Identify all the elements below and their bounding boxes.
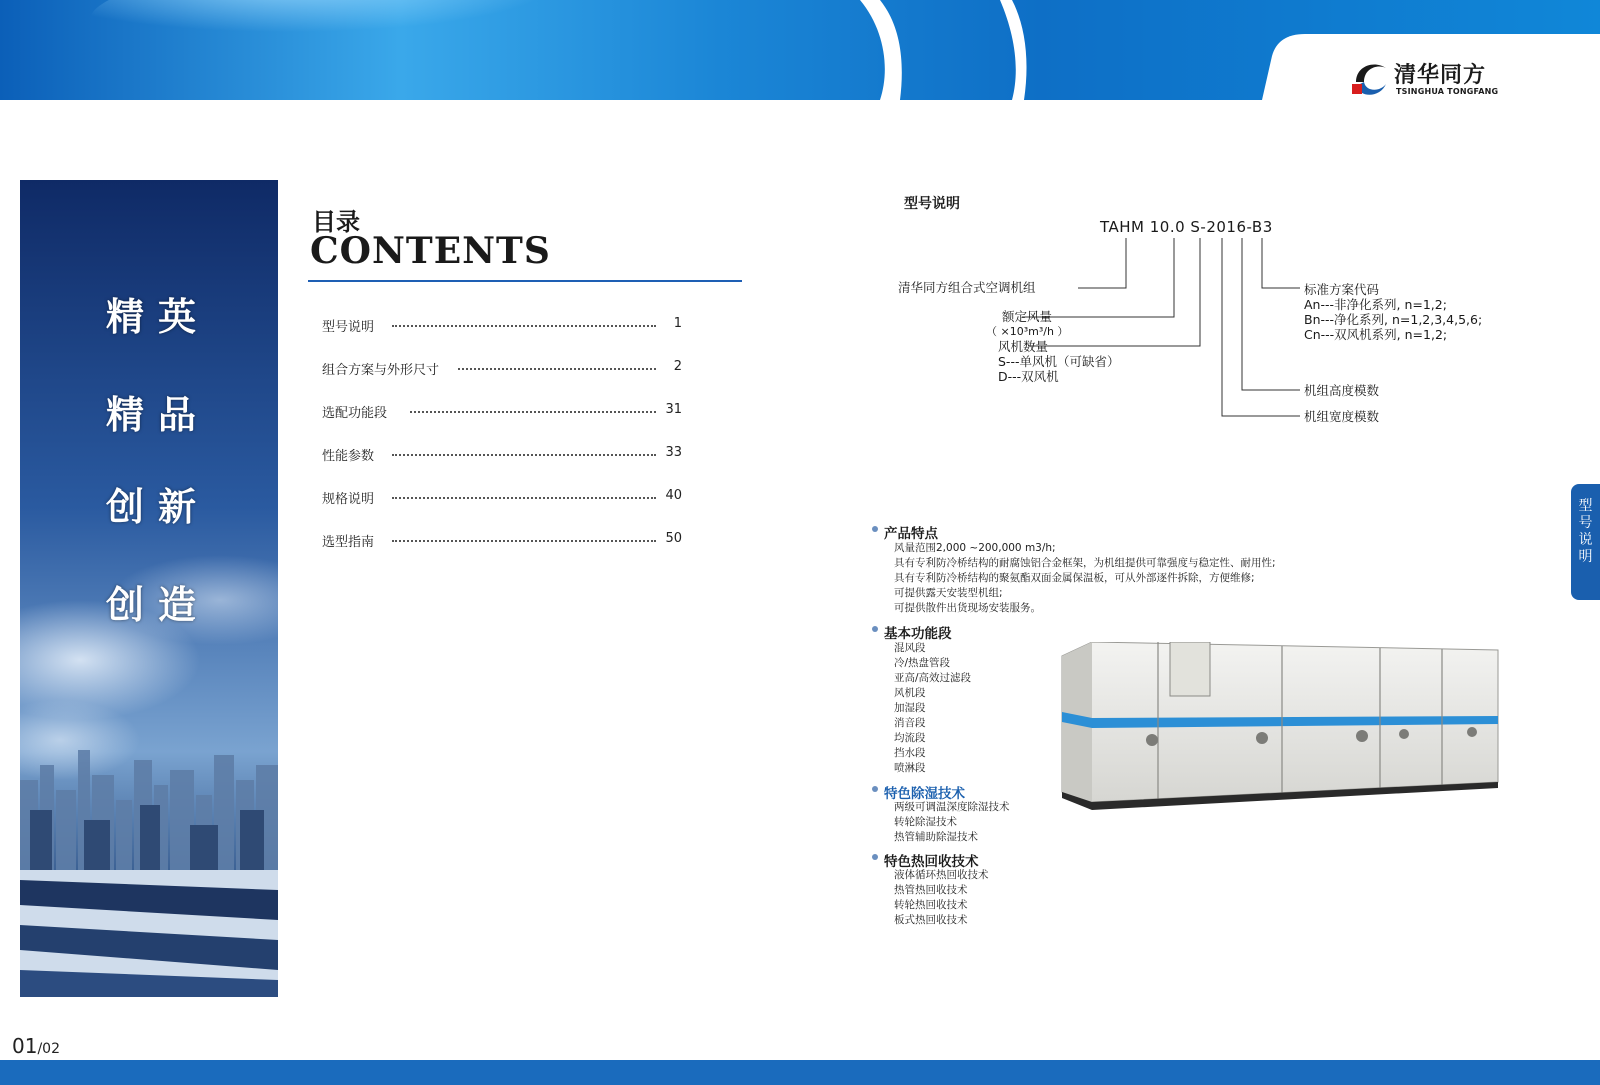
bullet-icon xyxy=(872,854,878,860)
product-feature-line: 风量范围2,000 ~200,000 m3/h; xyxy=(894,542,1056,554)
basic-section-line: 冷/热盘管段 xyxy=(894,657,951,669)
model-code: TAHM 10.0 S-2016-B3 xyxy=(1100,218,1273,236)
basic-section-line: 均流段 xyxy=(894,732,926,744)
dehumid-line: 转轮除湿技术 xyxy=(894,816,957,828)
dehumid-title: 特色除湿技术 xyxy=(884,786,965,802)
side-tab-model[interactable] xyxy=(1571,484,1600,600)
brand-name-en: TSINGHUA TONGFANG xyxy=(1396,87,1499,96)
label-scheme-bn: Bn---净化系列, n=1,2,3,4,5,6; xyxy=(1304,312,1483,327)
label-unit-name: 清华同方组合式空调机组 xyxy=(898,280,1036,295)
slogan-line-2: 精品 xyxy=(106,392,211,437)
toc-item-page: 31 xyxy=(660,402,682,417)
toc-item[interactable] xyxy=(322,445,682,465)
heat-recovery-line: 转轮热回收技术 xyxy=(894,899,968,911)
dehumid-line: 两级可调温深度除湿技术 xyxy=(894,801,1010,813)
toc-item[interactable] xyxy=(322,488,682,508)
basic-section-line: 喷淋段 xyxy=(894,762,926,774)
heat-recovery-line: 热管热回收技术 xyxy=(894,884,968,896)
heat-recovery-title: 特色热回收技术 xyxy=(884,854,979,870)
toc-item[interactable] xyxy=(322,402,682,422)
slogan-line-3: 创新 xyxy=(106,484,211,529)
bullet-icon xyxy=(872,626,878,632)
air-handling-unit-image xyxy=(1058,642,1508,822)
label-height-module: 机组高度模数 xyxy=(1304,383,1380,398)
slogan-line-1: 精英 xyxy=(106,294,211,339)
ahu-illustration xyxy=(1058,642,1508,822)
brand-name-cn: 清华同方 xyxy=(1394,63,1487,88)
toc-item-label: 组合方案与外形尺寸 xyxy=(322,359,445,378)
toc-item-label: 选型指南 xyxy=(322,531,380,550)
toc-item-page: 2 xyxy=(660,359,682,374)
toc-leader-dots xyxy=(392,454,656,456)
label-airflow-unit: （ ×10³m³/h ） xyxy=(986,325,1069,338)
contents-divider xyxy=(308,280,742,282)
toc-item-page: 33 xyxy=(660,445,682,460)
basic-sections-title: 基本功能段 xyxy=(884,626,952,642)
slogan-line-4: 创造 xyxy=(106,582,211,627)
label-fan-double: D---双风机 xyxy=(998,369,1059,384)
left-image-panel xyxy=(20,180,278,997)
label-fan-count: 风机数量 xyxy=(998,339,1049,354)
label-scheme-cn: Cn---双风机系列, n=1,2; xyxy=(1304,327,1448,342)
bullet-icon xyxy=(872,786,878,792)
toc-leader-dots xyxy=(392,325,656,327)
heat-recovery-heading xyxy=(884,850,979,870)
product-feature-line: 可提供散件出货现场安装服务。 xyxy=(894,602,1041,614)
product-feature-line: 具有专利防冷桥结构的聚氨酯双面金属保温板，可从外部逐件拆除，方便维修; xyxy=(894,572,1255,584)
toc-item-page: 50 xyxy=(660,531,682,546)
label-scheme-code: 标准方案代码 xyxy=(1304,282,1380,297)
side-tab-label: 型号说明 xyxy=(1578,498,1593,565)
toc-leader-dots xyxy=(392,497,656,499)
dehumid-line: 热管辅助除湿技术 xyxy=(894,831,978,843)
contents-title-en: CONTENTS xyxy=(310,230,551,272)
basic-section-line: 混风段 xyxy=(894,642,926,654)
toc-leader-dots xyxy=(392,540,656,542)
model-code-diagram xyxy=(880,230,1540,430)
toc-item-page: 1 xyxy=(660,316,682,331)
toc-item-page: 40 xyxy=(660,488,682,503)
label-width-module: 机组宽度模数 xyxy=(1304,409,1380,424)
toc-item[interactable] xyxy=(322,531,682,551)
toc-item-label: 规格说明 xyxy=(322,488,380,507)
toc-item[interactable] xyxy=(322,359,682,379)
toc-leader-dots xyxy=(458,368,656,370)
product-features-heading xyxy=(884,522,938,542)
basic-section-line: 风机段 xyxy=(894,687,926,699)
model-heading: 型号说明 xyxy=(904,196,960,212)
toc-leader-dots xyxy=(410,411,656,413)
toc-item-label: 型号说明 xyxy=(322,316,380,335)
brand-logo xyxy=(1350,56,1510,100)
label-scheme-an: An---非净化系列, n=1,2; xyxy=(1304,297,1447,312)
dehumid-heading xyxy=(884,782,965,802)
toc-item[interactable] xyxy=(322,316,682,336)
product-feature-line: 可提供露天安装型机组; xyxy=(894,587,1003,599)
contents-title-cn: 目录 xyxy=(312,208,360,236)
toc-item-label: 选配功能段 xyxy=(322,402,393,421)
basic-section-line: 消音段 xyxy=(894,717,926,729)
basic-sections-heading xyxy=(884,622,952,642)
page-number-next: /02 xyxy=(37,1041,60,1057)
heat-recovery-line: 板式热回收技术 xyxy=(894,914,968,926)
page-number xyxy=(12,1034,60,1058)
bullet-icon xyxy=(872,526,878,532)
product-features-title: 产品特点 xyxy=(884,526,938,542)
product-feature-line: 具有专利防冷桥结构的耐腐蚀铝合金框架，为机组提供可靠强度与稳定性、耐用性; xyxy=(894,557,1276,569)
label-airflow: 额定风量 xyxy=(1002,309,1053,324)
heat-recovery-line: 液体循环热回收技术 xyxy=(894,869,989,881)
page-number-current: 01 xyxy=(12,1034,38,1058)
basic-section-line: 挡水段 xyxy=(894,747,926,759)
toc-item-label: 性能参数 xyxy=(322,445,380,464)
label-fan-single: S---单风机（可缺省） xyxy=(998,354,1120,369)
basic-section-line: 加湿段 xyxy=(894,702,926,714)
logo-mark-icon xyxy=(1350,58,1390,98)
bottom-bar xyxy=(0,1060,1600,1085)
basic-section-line: 亚高/高效过滤段 xyxy=(894,672,972,684)
